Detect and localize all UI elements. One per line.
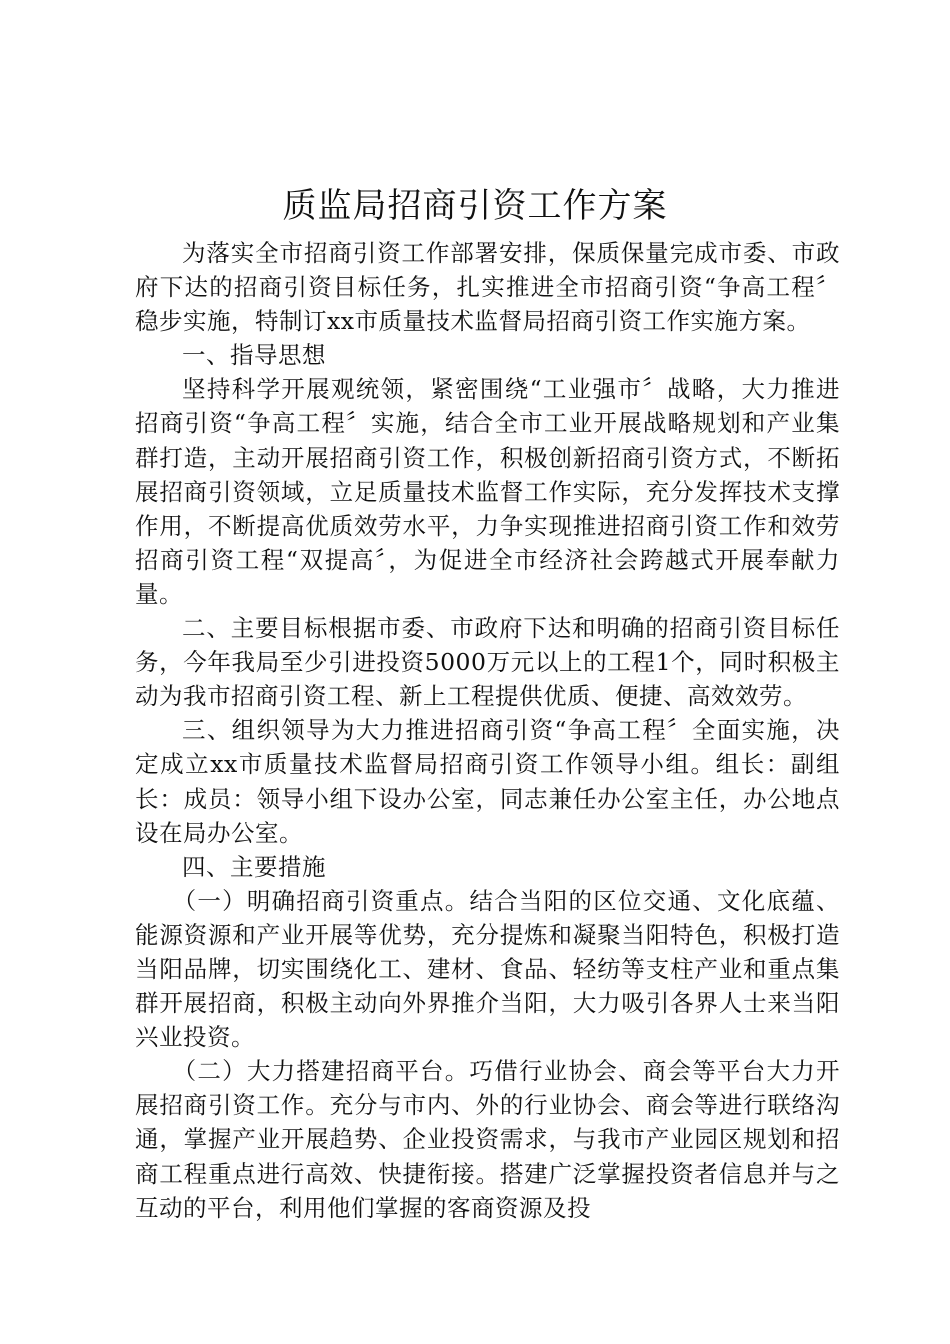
guiding-ideology-paragraph: 坚持科学开展观统领，紧密围绕“工业强市〞战略，大力推进招商引资“争高工程〞实施，结合全市工业开展战略规划和产业集群打造，主动开展招商引资工作，积极创新招商引资方式，不断拓展招商引资领域，立足质量技术监督工作实际，充分发挥技术支撑作用，不断提高优质效劳水平，力争实现推进招商引资工作和效劳招商引资工程“双提高〞，为促进全市经济社会跨越式开展奉献力量。 (135, 375, 840, 608)
document-body (135, 236, 840, 1225)
measure-2-paragraph: （二）大力搭建招商平台。巧借行业协会、商会等平台大力开展招商引资工作。充分与市内、外的行业协会、商会等进行联络沟通，掌握产业开展趋势、企业投资需求，与我市产业园区规划和招商工程重点进行高效、快捷衔接。搭建广泛掌握投资者信息并与之互动的平台，利用他们掌握的客商资源及投 (135, 1057, 840, 1222)
document-title: 质监局招商引资工作方案 (282, 186, 668, 226)
section-heading-main-measures: 四、主要措施 (182, 852, 326, 881)
intro-paragraph: 为落实全市招商引资工作部署安排，保质保量完成市委、市政府下达的招商引资目标任务，扎实推进全市招商引资“争高工程〞稳步实施，特制订xx市质量技术监督局招商引资工作实施方案。 (135, 239, 840, 336)
measure-1-paragraph: （一）明确招商引资重点。结合当阳的区位交通、文化底蕴、能源资源和产业开展等优势，充分提炼和凝聚当阳特色，积极打造当阳品牌，切实围绕化工、建材、食品、轻纺等支柱产业和重点集群开展招商，积极主动向外界推介当阳，大力吸引各界人士来当阳兴业投资。 (135, 886, 840, 1052)
main-goals-paragraph: 二、主要目标根据市委、市政府下达和明确的招商引资目标任务，今年我局至少引进投资5000万元以上的工程1个，同时积极主动为我市招商引资工程、新上工程提供优质、便捷、高效效劳。 (135, 614, 840, 711)
section-heading-guiding-ideology: 一、指导思想 (182, 341, 326, 370)
organization-paragraph: 三、组织领导为大力推进招商引资“争高工程〞全面实施，决定成立xx市质量技术监督局招商引资工作领导小组。组长：副组长：成员：领导小组下设办公室，同志兼任办公室主任，办公地点设在局办公室。 (135, 716, 840, 847)
